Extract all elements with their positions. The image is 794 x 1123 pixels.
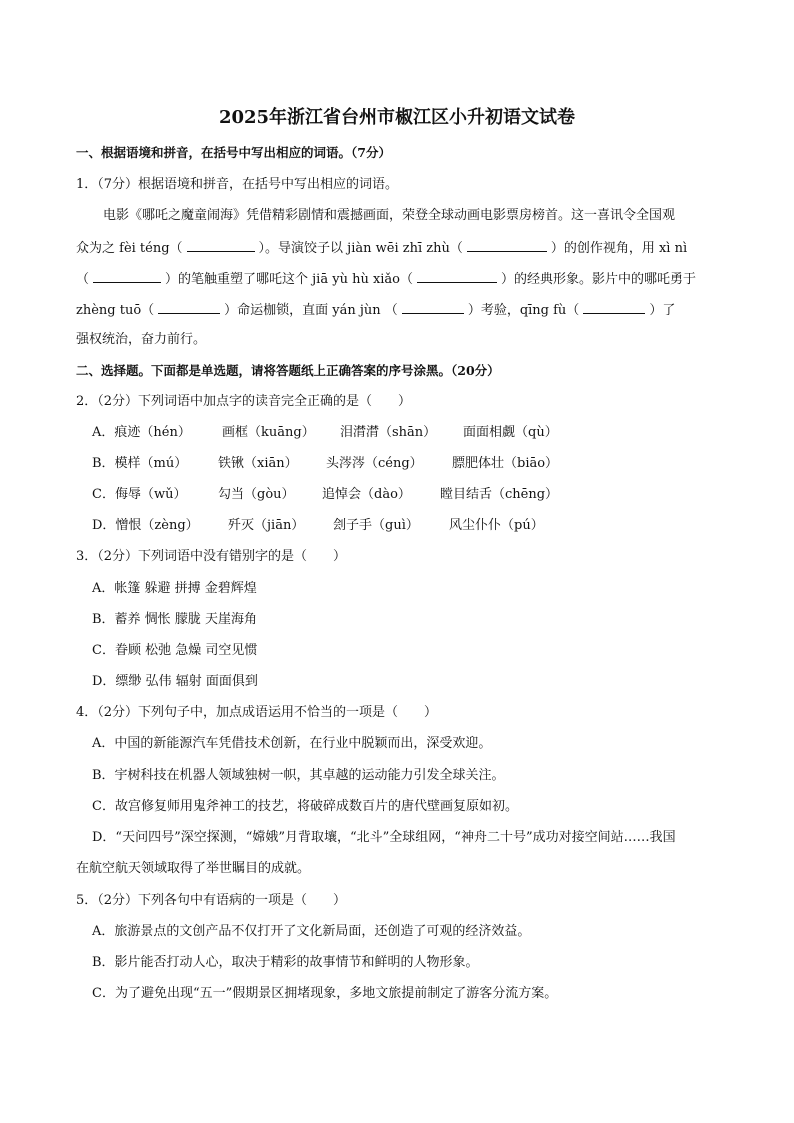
option-c-word-2: 勾当（gòu） (218, 487, 295, 502)
answer-blank[interactable] (158, 301, 220, 314)
q1-text: ）的笔触重塑了哪吒这个 jiā yù hù xiǎo（ (165, 272, 414, 287)
q1-text: ）。导演饺子以 jiàn wēi zhī zhù（ (258, 241, 463, 256)
option-b-word-3: 头涔涔（céng） (326, 456, 423, 471)
q4-option-c[interactable]: C．故宫修复师用鬼斧神工的技艺，将破碎成数百片的唐代壁画复原如初。 (92, 799, 518, 814)
option-c-word-3: 追悼会（dào） (322, 487, 411, 502)
option-d-word-4: 风尘仆仆（pú） (449, 518, 544, 533)
q1-text: ）考验，qīng fù（ (467, 303, 580, 318)
answer-blank[interactable] (583, 301, 645, 314)
q4-stem: 4．（2分）下列句子中，加点成语运用不恰当的一项是（ ） (76, 705, 438, 720)
q5-option-a[interactable]: A．旅游景点的文创产品不仅打开了文化新局面，还创造了可观的经济效益。 (92, 924, 531, 939)
option-d-word-3: 刽子手（guì） (333, 518, 419, 533)
q1-stem: 1．（7分）根据语境和拼音，在括号中写出相应的词语。 (76, 177, 399, 192)
option-c-word-1[interactable]: C．侮辱（wǔ） (92, 487, 187, 502)
q1-passage-line-3 (76, 270, 696, 288)
q1-text: （ (76, 272, 90, 287)
q1-passage-line-5: 强权统治，奋力前行。 (76, 332, 207, 347)
section-heading-1: 一、根据语境和拼音，在括号中写出相应的词语。（7分） (76, 145, 391, 160)
q2-stem: 2．（2分）下列词语中加点字的读音完全正确的是（ ） (76, 394, 412, 409)
q3-option-d[interactable]: D．缥缈 弘伟 辐射 面面俱到 (92, 674, 258, 689)
answer-blank[interactable] (417, 270, 497, 283)
option-c-word-4: 瞠目结舌（chēng） (440, 487, 559, 502)
option-d-word-1[interactable]: D．憎恨（zèng） (92, 518, 199, 533)
answer-blank[interactable] (467, 239, 547, 252)
q5-stem: 5．（2分）下列各句中有语病的一项是（ ） (76, 893, 347, 908)
q5-option-b[interactable]: B．影片能否打动人心，取决于精彩的故事情节和鲜明的人物形象。 (92, 955, 479, 970)
q3-stem: 3．（2分）下列词语中没有错别字的是（ ） (76, 549, 347, 564)
q1-text: ）的创作视角，用 xì nì (550, 241, 688, 256)
option-b-word-1[interactable]: B．模样（mú） (92, 456, 188, 471)
option-d-word-2: 歼灭（jiān） (228, 518, 305, 533)
q1-text: zhèng tuō（ (76, 303, 155, 318)
answer-blank[interactable] (187, 239, 255, 252)
q3-option-c[interactable]: C．眷顾 松弛 急燥 司空见惯 (92, 643, 258, 658)
q1-text: 众为之 fèi téng（ (76, 241, 183, 256)
q5-option-c[interactable]: C．为了避免出现“五一”假期景区拥堵现象，多地文旅提前制定了游客分流方案。 (92, 986, 558, 1001)
q1-text: ）的经典形象。影片中的哪吒勇于 (501, 272, 697, 287)
answer-blank[interactable] (93, 270, 161, 283)
option-a-word-1[interactable]: A．痕迹（hén） (92, 425, 191, 440)
option-b-word-2: 铁锹（xiān） (218, 456, 298, 471)
q4-option-a[interactable]: A．中国的新能源汽车凭借技术创新，在行业中脱颖而出，深受欢迎。 (92, 736, 492, 751)
section-heading-2: 二、选择题。下面都是单选题，请将答题纸上正确答案的序号涂黑。（20分） (76, 363, 500, 378)
option-a-word-2: 画框（kuāng） (222, 425, 315, 440)
q1-text: ）了 (649, 303, 676, 318)
q3-option-a[interactable]: A．帐篷 躲避 拼搏 金碧辉煌 (92, 581, 257, 596)
q1-text: ）命运枷锁，直面 yán jùn （ (224, 303, 398, 318)
q3-option-b[interactable]: B．蓄养 惆怅 朦胧 天崖海角 (92, 612, 257, 627)
option-a-word-4: 面面相觑（qù） (463, 425, 558, 440)
q4-option-d[interactable]: D．“天问四号”深空探测，“嫦娥”月背取壤，“北斗”全球组网，“神舟二十号”成功对接空间站……我国 (92, 830, 676, 845)
answer-blank[interactable] (402, 301, 464, 314)
q1-passage-line-4 (76, 301, 675, 319)
q4-option-d-continued: 在航空航天领域取得了举世瞩目的成就。 (76, 861, 311, 876)
option-b-word-4: 膘肥体壮（biāo） (452, 456, 559, 471)
option-a-word-3: 泪潸潸（shān） (340, 425, 437, 440)
q1-passage-line-2 (76, 239, 687, 257)
page-title: 2025年浙江省台州市椒江区小升初语文试卷 (218, 107, 576, 128)
q1-passage-line-1: 电影《哪吒之魔童闹海》凭借精彩剧情和震撼画面，荣登全球动画电影票房榜首。这一喜讯令全国观 (103, 208, 676, 223)
q4-option-b[interactable]: B．宇树科技在机器人领域独树一帜，其卓越的运动能力引发全球关注。 (92, 768, 505, 783)
